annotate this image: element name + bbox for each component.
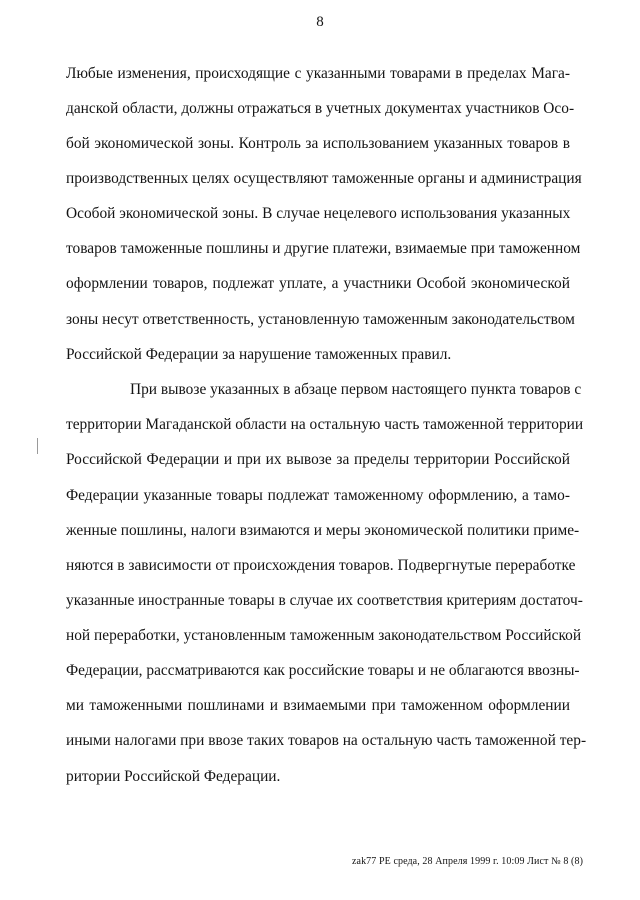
- text-line: указанные иностранные товары в случае их соответствия критериям достаточ-: [66, 592, 583, 609]
- text-line: зоны несут ответственность, установленную таможенным законодательством: [66, 311, 575, 328]
- text-line: территории Магаданской области на остальную часть таможенной территории: [66, 416, 584, 433]
- text-line: ритории Российской Федерации.: [66, 768, 281, 785]
- text-line: Федерации указанные товары подлежат таможенному оформлению, а тамо-: [66, 487, 570, 504]
- text-line: ми таможенными пошлинами и взимаемыми при таможенном оформлении: [66, 697, 570, 714]
- text-line: женные пошлины, налоги взимаются и меры экономической политики приме-: [66, 522, 580, 539]
- text-line: Российской Федерации и при их вывозе за пределы территории Российской: [66, 451, 570, 468]
- page-number: 8: [316, 14, 324, 30]
- text-line: При вывозе указанных в абзаце первом настоящего пункта товаров с: [130, 381, 582, 398]
- text-line: производственных целях осуществляют таможенные органы и администрация: [66, 170, 582, 187]
- text-line: няются в зависимости от происхождения товаров. Подвергнутые переработке: [66, 557, 576, 574]
- text-line: ной переработки, установленным таможенным законодательством Российской: [66, 627, 582, 644]
- text-line: Федерации, рассматриваются как российские товары и не облагаются ввозны-: [66, 662, 580, 679]
- text-line: оформлении товаров, подлежат уплате, а участники Особой экономической: [66, 275, 570, 292]
- text-line: Любые изменения, происходящие с указанными товарами в пределах Мага-: [66, 65, 570, 82]
- text-line: бой экономической зоны. Контроль за использованием указанных товаров в: [66, 135, 570, 152]
- text-line: товаров таможенные пошлины и другие платежи, взимаемые при таможенном: [66, 240, 581, 257]
- text-line: иными налогами при ввозе таких товаров на остальную часть таможенной тер-: [66, 732, 587, 749]
- text-line: Российской Федерации за нарушение таможенных правил.: [66, 346, 452, 363]
- text-line: Особой экономической зоны. В случае нецелевого использования указанных: [66, 205, 571, 222]
- text-line: данской области, должны отражаться в учетных документах участников Осо-: [66, 100, 575, 117]
- page-footer: zak77 PE среда, 28 Апреля 1999 г. 10:09 Лист № 8 (8): [352, 856, 584, 867]
- margin-mark: [37, 438, 38, 454]
